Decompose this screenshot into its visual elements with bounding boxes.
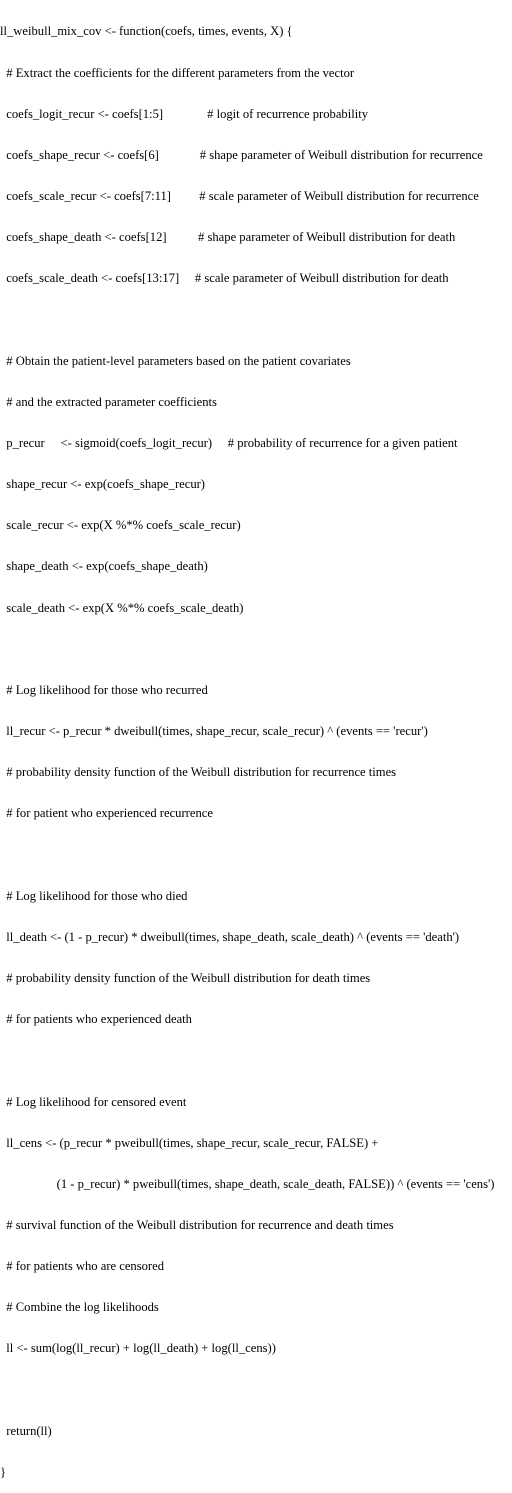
- code-line-comment: # and the extracted parameter coefficients: [0, 394, 217, 409]
- code-line-comment: # for patients who are censored: [0, 1259, 165, 1274]
- code-line-comment: # probability density function of the Weibull distribution for recurrence times: [0, 765, 397, 780]
- code-line-blank: [0, 849, 512, 863]
- code-line: coefs_scale_recur <- coefs[7:11] # scale parameter of Weibull distribution for recurrence: [0, 189, 479, 204]
- code-line: scale_recur <- exp(X %*% coefs_scale_recur): [0, 518, 241, 533]
- code-line: shape_recur <- exp(coefs_shape_recur): [0, 477, 205, 492]
- code-line: coefs_scale_death <- coefs[13:17] # scale parameter of Weibull distribution for death: [0, 271, 449, 286]
- code-line-comment: # Extract the coefficients for the different parameters from the vector: [0, 65, 355, 80]
- code-line: ll_cens <- (p_recur * pweibull(times, shape_recur, scale_recur, FALSE) +: [0, 1135, 379, 1150]
- code-line-closing-brace: }: [0, 1464, 7, 1479]
- code-line: coefs_shape_recur <- coefs[6] # shape parameter of Weibull distribution for recurrence: [0, 147, 483, 162]
- code-line: coefs_shape_death <- coefs[12] # shape parameter of Weibull distribution for death: [0, 230, 456, 245]
- code-line-blank: [0, 1054, 512, 1068]
- code-line-blank: [0, 314, 512, 328]
- code-line-comment: # for patients who experienced death: [0, 1012, 192, 1027]
- code-line-comment: # Obtain the patient-level parameters based on the patient covariates: [0, 353, 351, 368]
- code-line-function-signature: ll_weibull_mix_cov <- function(coefs, times, events, X) {: [0, 24, 293, 39]
- code-line: p_recur <- sigmoid(coefs_logit_recur) # probability of recurrence for a given patient: [0, 436, 458, 450]
- code-line: ll <- sum(log(ll_recur) + log(ll_death) + log(ll_cens)): [0, 1341, 276, 1356]
- code-line: ll_recur <- p_recur * dweibull(times, shape_recur, scale_recur) ^ (events == 'recur'): [0, 724, 428, 739]
- code-line-blank: [0, 1384, 512, 1398]
- code-line: ll_death <- (1 - p_recur) * dweibull(times, shape_death, scale_death) ^ (events == 'death'): [0, 929, 460, 944]
- code-line-comment: # probability density function of the Weibull distribution for death times: [0, 971, 371, 986]
- code-line-comment: # survival function of the Weibull distribution for recurrence and death times: [0, 1217, 394, 1232]
- code-line-return: return(ll): [0, 1423, 52, 1438]
- code-line: scale_death <- exp(X %*% coefs_scale_death): [0, 600, 244, 615]
- code-line-blank: [0, 643, 512, 657]
- code-line: shape_death <- exp(coefs_shape_death): [0, 559, 208, 574]
- code-line-comment: # Combine the log likelihoods: [0, 1300, 159, 1315]
- code-line-comment: # Log likelihood for censored event: [0, 1094, 187, 1109]
- code-line-comment: # Log likelihood for those who died: [0, 888, 188, 903]
- code-line: (1 - p_recur) * pweibull(times, shape_death, scale_death, FALSE)) ^ (events == 'cens'): [0, 1176, 495, 1191]
- code-line-comment: # Log likelihood for those who recurred: [0, 682, 208, 697]
- code-line: coefs_logit_recur <- coefs[1:5] # logit of recurrence probability: [0, 106, 368, 121]
- code-line-comment: # for patient who experienced recurrence: [0, 806, 213, 821]
